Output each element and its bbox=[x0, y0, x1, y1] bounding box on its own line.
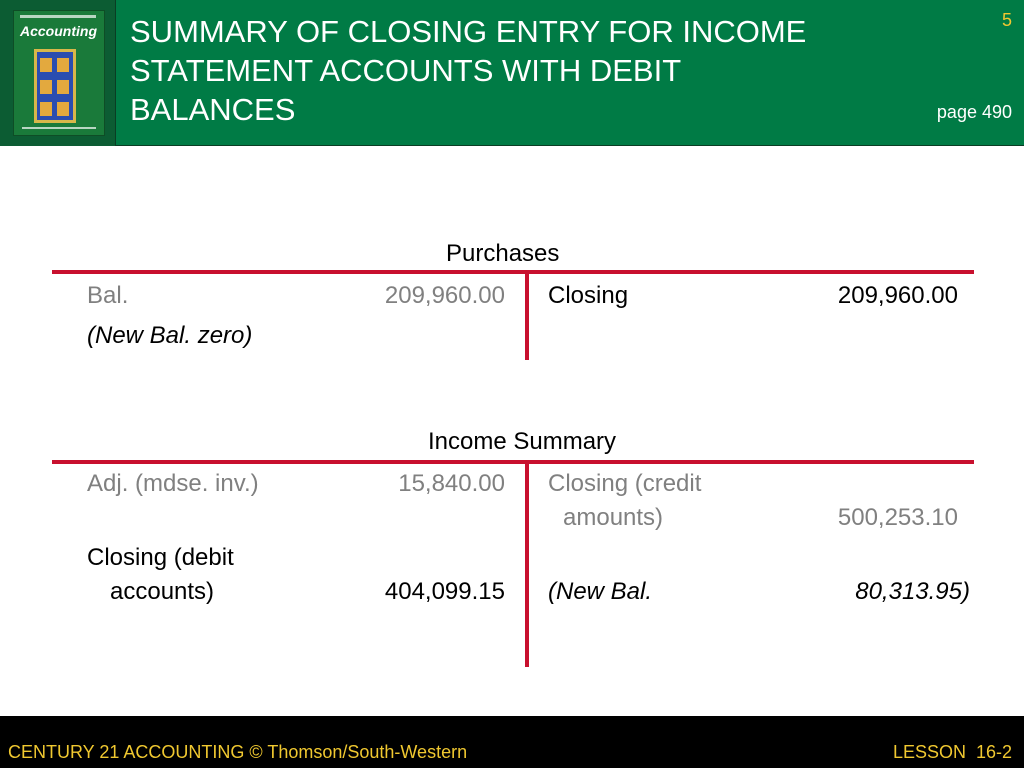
door-pane bbox=[40, 102, 52, 116]
textbook-cover-image bbox=[0, 0, 116, 146]
door-pane bbox=[40, 80, 52, 94]
credit-label: Closing (credit bbox=[548, 470, 702, 497]
debit-label: Bal. bbox=[87, 282, 129, 309]
footer-lesson: LESSON 16-2 bbox=[892, 742, 1012, 762]
cover-stripe bbox=[22, 127, 96, 129]
t-account-horizontal-line bbox=[52, 270, 974, 274]
new-balance-amount: 80,313.95) bbox=[855, 578, 970, 605]
t-account-horizontal-line bbox=[52, 460, 974, 464]
debit-label: Closing (debit bbox=[87, 544, 234, 571]
slide-header bbox=[0, 0, 1024, 146]
slide-footer bbox=[0, 716, 1024, 768]
debit-amount: 404,099.15 bbox=[384, 578, 505, 605]
debit-amount: 209,960.00 bbox=[384, 282, 505, 309]
door-pane bbox=[57, 80, 69, 94]
slide-number: 5 bbox=[1001, 10, 1012, 30]
new-balance-note: (New Bal. zero) bbox=[87, 322, 253, 349]
door-pane bbox=[57, 102, 69, 116]
t-account-vertical-line bbox=[525, 460, 529, 667]
credit-amount: 500,253.10 bbox=[837, 504, 958, 531]
t-account-title: Income Summary bbox=[428, 428, 617, 455]
footer-copyright: CENTURY 21 ACCOUNTING © Thomson/South-Western bbox=[8, 742, 468, 762]
debit-label-continued: accounts) bbox=[110, 578, 215, 605]
book-logo: Accounting bbox=[20, 23, 97, 39]
slide-title: SUMMARY OF CLOSING ENTRY FOR INCOME STATEMENT ACCOUNTS WITH DEBIT BALANCES bbox=[130, 14, 807, 127]
credit-label-continued: amounts) bbox=[563, 504, 664, 531]
door-illustration bbox=[34, 49, 76, 123]
t-account-vertical-line bbox=[525, 270, 529, 360]
page-reference: page 490 bbox=[936, 102, 1012, 122]
door-pane bbox=[40, 58, 52, 72]
new-balance-label: (New Bal. bbox=[548, 578, 653, 605]
debit-amount: 15,840.00 bbox=[398, 470, 505, 497]
cover-stripe bbox=[20, 15, 96, 18]
credit-label: Closing bbox=[548, 282, 629, 309]
debit-label: Adj. (mdse. inv.) bbox=[87, 470, 259, 497]
t-account-title: Purchases bbox=[446, 240, 560, 267]
book-cover bbox=[13, 10, 105, 136]
credit-amount: 209,960.00 bbox=[837, 282, 958, 309]
door-pane bbox=[57, 58, 69, 72]
